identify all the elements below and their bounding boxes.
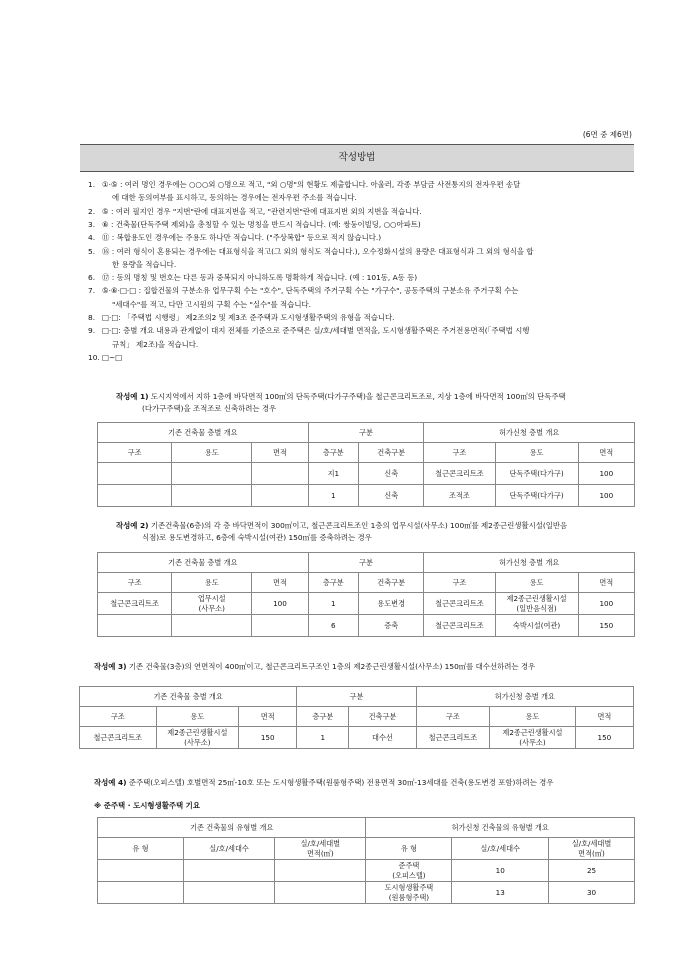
example-4-table (97, 817, 635, 904)
table-cell (275, 860, 366, 882)
column-header: 건축구분 (359, 573, 424, 593)
table-cell: 단독주택(다가구) (495, 485, 578, 507)
header-division: 구분 (308, 423, 424, 443)
table-cell (98, 860, 184, 882)
column-header: 용도 (172, 443, 252, 463)
table-cell (183, 860, 274, 882)
table-cell: 철근콘크리트조 (424, 463, 495, 485)
note-title: ※ 준주택 · 도시형생활주택 기요 (94, 801, 200, 810)
column-header: 실/호/세대별 면적(㎡) (549, 838, 635, 860)
example-3-table (79, 686, 634, 749)
instruction-item (88, 218, 634, 231)
table-cell: 100 (578, 463, 634, 485)
table-cell: 철근콘크리트조 (98, 593, 172, 615)
instruction-number: 6. (88, 273, 96, 283)
column-header: 실/호/세대수 (452, 838, 549, 860)
example-text-cont: 식점)로 용도변경하고, 6층에 숙박시설(여관) 150㎡를 증축하려는 경우 (142, 533, 372, 542)
column-header: 용도 (495, 573, 578, 593)
instruction-item (88, 351, 634, 364)
column-header: 층구분 (308, 573, 358, 593)
header-existing: 기존 건축물 층별 개요 (98, 553, 309, 573)
instruction-text: □·□: 층별 개요 내용과 관계없이 대지 전체를 기준으로 준주택은 실/호/세대별 면적을, 도시형생활주택은 주거전용면적(「주택법 시행 (102, 326, 530, 336)
table-cell: 단독주택(다가구) (495, 463, 578, 485)
column-header: 구조 (80, 707, 157, 727)
table-cell: 지1 (308, 463, 358, 485)
table-cell: 100 (578, 593, 634, 615)
table-cell: 철근콘크리트조 (424, 593, 495, 615)
table-cell: 13 (452, 882, 549, 904)
instruction-number: 9. (88, 326, 96, 336)
table-cell (183, 882, 274, 904)
instruction-number: 2. (88, 206, 96, 216)
table-cell (172, 463, 252, 485)
example-label: 작성예 3) (94, 662, 127, 671)
instruction-item (88, 298, 634, 311)
column-header: 구조 (98, 573, 172, 593)
column-header: 면적 (252, 443, 308, 463)
instruction-item (88, 324, 634, 337)
table-row (80, 727, 634, 749)
example-2-table (97, 552, 635, 637)
instruction-text: 에 대한 동의여부를 표시하고, 동의하는 경우에는 전자우편 주소를 적습니다. (112, 193, 357, 203)
table-row (98, 593, 635, 615)
column-header: 구조 (424, 573, 495, 593)
header-permit: 허가신청 층별 개요 (424, 423, 635, 443)
table-row (98, 615, 635, 637)
instruction-number: 10. (88, 352, 100, 362)
column-header: 건축구분 (349, 707, 416, 727)
column-header: 구조 (98, 443, 172, 463)
table-cell: 30 (549, 882, 635, 904)
column-header: 층구분 (297, 707, 349, 727)
page-number: (6면 중 제6면) (582, 130, 632, 139)
header-division: 구분 (308, 553, 424, 573)
table-cell: 용도변경 (359, 593, 424, 615)
table-cell (252, 463, 308, 485)
header-permit-type: 허가신청 건축물의 유형별 개요 (366, 818, 635, 838)
table-cell: 조적조 (424, 485, 495, 507)
instruction-number: 4. (88, 233, 96, 243)
table-cell: 도시형생활주택 (원룸형주택) (366, 882, 452, 904)
instruction-text: ⑪ : 복합용도인 경우에는 주용도 하나만 적습니다. ("주상복합" 등으로 적지 않습니다.) (102, 233, 382, 243)
table-cell: 150 (575, 727, 633, 749)
table-cell: 10 (452, 860, 549, 882)
section-title: 작성방법 (80, 144, 634, 172)
instruction-number: 5. (88, 246, 96, 256)
column-header: 구조 (424, 443, 495, 463)
instruction-item (88, 205, 634, 218)
table-cell: 준주택 (오피스텔) (366, 860, 452, 882)
header-existing: 기존 건축물 층별 개요 (98, 423, 309, 443)
example-text: 도시지역에서 지하 1층에 바닥면적 100㎡의 단독주택(다가구주택)을 철근콘크리트조로, 지상 1층에 바닥면적 100㎡의 단독주택 (150, 392, 566, 401)
example-label: 작성예 4) (94, 778, 127, 787)
column-header: 용도 (495, 443, 578, 463)
instruction-number: 3. (88, 219, 96, 229)
example-1-heading (116, 391, 636, 415)
table-cell: 100 (252, 593, 308, 615)
instruction-item (88, 178, 634, 191)
table-cell: 철근콘크리트조 (80, 727, 157, 749)
column-header: 면적 (252, 573, 308, 593)
instruction-item (88, 191, 634, 204)
instruction-text: □·□: 「주택법 시행령」 제2조의2 및 제3조 준주택과 도시형생활주택의 유형을 적습니다. (102, 313, 395, 322)
table-cell (172, 485, 252, 507)
table-cell (98, 463, 172, 485)
table-cell: 25 (549, 860, 635, 882)
table-cell (275, 882, 366, 904)
table-cell (98, 882, 184, 904)
column-header: 면적 (239, 707, 297, 727)
column-header: 면적 (575, 707, 633, 727)
column-header: 유 형 (366, 838, 452, 860)
column-header: 용도 (172, 573, 252, 593)
instruction-item (88, 231, 634, 244)
instruction-number: 7. (88, 286, 96, 296)
table-cell: 1 (308, 485, 358, 507)
table-cell: 업무시설 (사무소) (172, 593, 252, 615)
column-header: 면적 (578, 573, 634, 593)
instruction-text: ⑯ : 여러 형식이 혼용되는 경우에는 대표형식을 적고(그 외의 형식도 적습니다.), 오수정화시설의 용량은 대표형식과 그 외의 형식을 합 (102, 246, 534, 256)
table-cell (98, 615, 172, 637)
example-2-heading (116, 520, 636, 544)
column-header: 유 형 (98, 838, 184, 860)
example-text-cont: (다가구주택)을 조적조로 신축하려는 경우 (142, 404, 277, 413)
column-header: 실/호/세대별 면적(㎡) (275, 838, 366, 860)
instruction-text: ⑰ : 동의 명칭 및 번호는 다른 동과 중복되지 아니하도록 명확하게 적습니다. (예 : 101동, A동 등) (102, 273, 418, 283)
instruction-text: ①·⑤ : 여러 명인 경우에는 ○○○외 ○명으로 적고, "외 ○명"의 현황도 제출합니다. 아울러, 각종 부담금 사전통지의 전자우편 송달 (102, 180, 521, 189)
example-3-heading (94, 661, 639, 673)
instruction-item (88, 258, 634, 271)
table-cell: 150 (578, 615, 634, 637)
column-header: 용도 (156, 707, 239, 727)
table-row (98, 485, 635, 507)
table-row (98, 860, 635, 882)
instruction-number: 8. (88, 313, 96, 322)
example-text: 기존건축물(6층)의 각 층 바닥면적이 300㎡이고, 철근콘크리트조인 1층의 업무시설(사무소) 100㎡를 제2종근린생활시설(일반음 (150, 521, 568, 530)
table-cell: 대수선 (349, 727, 416, 749)
table-cell: 철근콘크리트조 (416, 727, 489, 749)
example-label: 작성예 1) (116, 392, 149, 401)
header-existing-type: 기존 건축물의 유형별 개요 (98, 818, 366, 838)
table-row (98, 463, 635, 485)
column-header: 용도 (490, 707, 576, 727)
table-cell (98, 485, 172, 507)
instruction-text: "세대수"를 적고, 다만 고시원의 구획 수는 "실수"를 적습니다. (112, 299, 311, 309)
header-permit: 허가신청 층별 개요 (424, 553, 635, 573)
instruction-text: 한 용량을 적습니다. (112, 259, 177, 269)
example-4-heading (94, 777, 639, 789)
column-header: 구조 (416, 707, 489, 727)
table-cell: 100 (578, 485, 634, 507)
instruction-text: □~□ (102, 352, 123, 362)
table-cell: 제2종근린생활시설 (사무소) (490, 727, 576, 749)
table-cell: 150 (239, 727, 297, 749)
column-header: 건축구분 (359, 443, 424, 463)
instruction-text: ⑥ : 건축물(단독주택 제외)을 총칭할 수 있는 명칭을 반드시 적습니다. (예: 쌍둥이빌딩, ○○아파트) (102, 219, 421, 229)
table-cell: 신축 (359, 463, 424, 485)
table-cell: 증축 (359, 615, 424, 637)
instruction-list (88, 178, 634, 388)
instruction-item (88, 338, 634, 351)
column-header: 실/호/세대수 (183, 838, 274, 860)
example-text: 기존 건축물(3층)의 연면적이 400㎡이고, 철근콘크리트구조인 1층의 제2종근린생활시설(사무소) 150㎡를 대수선하려는 경우 (128, 662, 536, 671)
table-cell: 제2종근린생활시설 (사무소) (156, 727, 239, 749)
table-cell (172, 615, 252, 637)
instruction-item (88, 271, 634, 284)
instruction-text: ⑤ : 여러 필지인 경우 "지번"란에 대표지번을 적고, "관련지번"란에 대표지번 외의 지번을 적습니다. (102, 206, 422, 216)
column-header: 면적 (578, 443, 634, 463)
table-cell: 1 (308, 593, 358, 615)
table-cell: 숙박시설(여관) (495, 615, 578, 637)
table-cell (252, 485, 308, 507)
table-cell (252, 615, 308, 637)
example-1-table (97, 422, 635, 507)
instruction-item (88, 245, 634, 258)
instruction-item (88, 284, 634, 297)
table-cell: 신축 (359, 485, 424, 507)
column-header: 층구분 (308, 443, 358, 463)
table-cell: 제2종근린생활시설 (일반음식점) (495, 593, 578, 615)
table-cell: 1 (297, 727, 349, 749)
header-division: 구분 (297, 687, 416, 707)
instruction-number: 1. (88, 180, 96, 189)
table-row (98, 882, 635, 904)
instruction-text: 규칙」 제2조)을 적습니다. (112, 339, 199, 349)
header-permit: 허가신청 층별 개요 (416, 687, 633, 707)
example-text: 준주택(오피스텔) 호별면적 25㎡-10호 또는 도시형생활주택(원룸형주택) 전용면적 30㎡-13세대를 건축(용도변경 포함)하려는 경우 (128, 778, 554, 787)
table-cell: 철근콘크리트조 (424, 615, 495, 637)
table-cell: 6 (308, 615, 358, 637)
instruction-item (88, 311, 634, 324)
header-existing: 기존 건축물 층별 개요 (80, 687, 297, 707)
example-label: 작성예 2) (116, 521, 149, 530)
instruction-text: ⑤·⑥·□·□ : 집합건물의 구분소유 업무구획 수는 "호수", 단독주택의 주거구획 수는 "가구수", 공동주택의 구분소유 주거구획 수는 (102, 286, 519, 296)
